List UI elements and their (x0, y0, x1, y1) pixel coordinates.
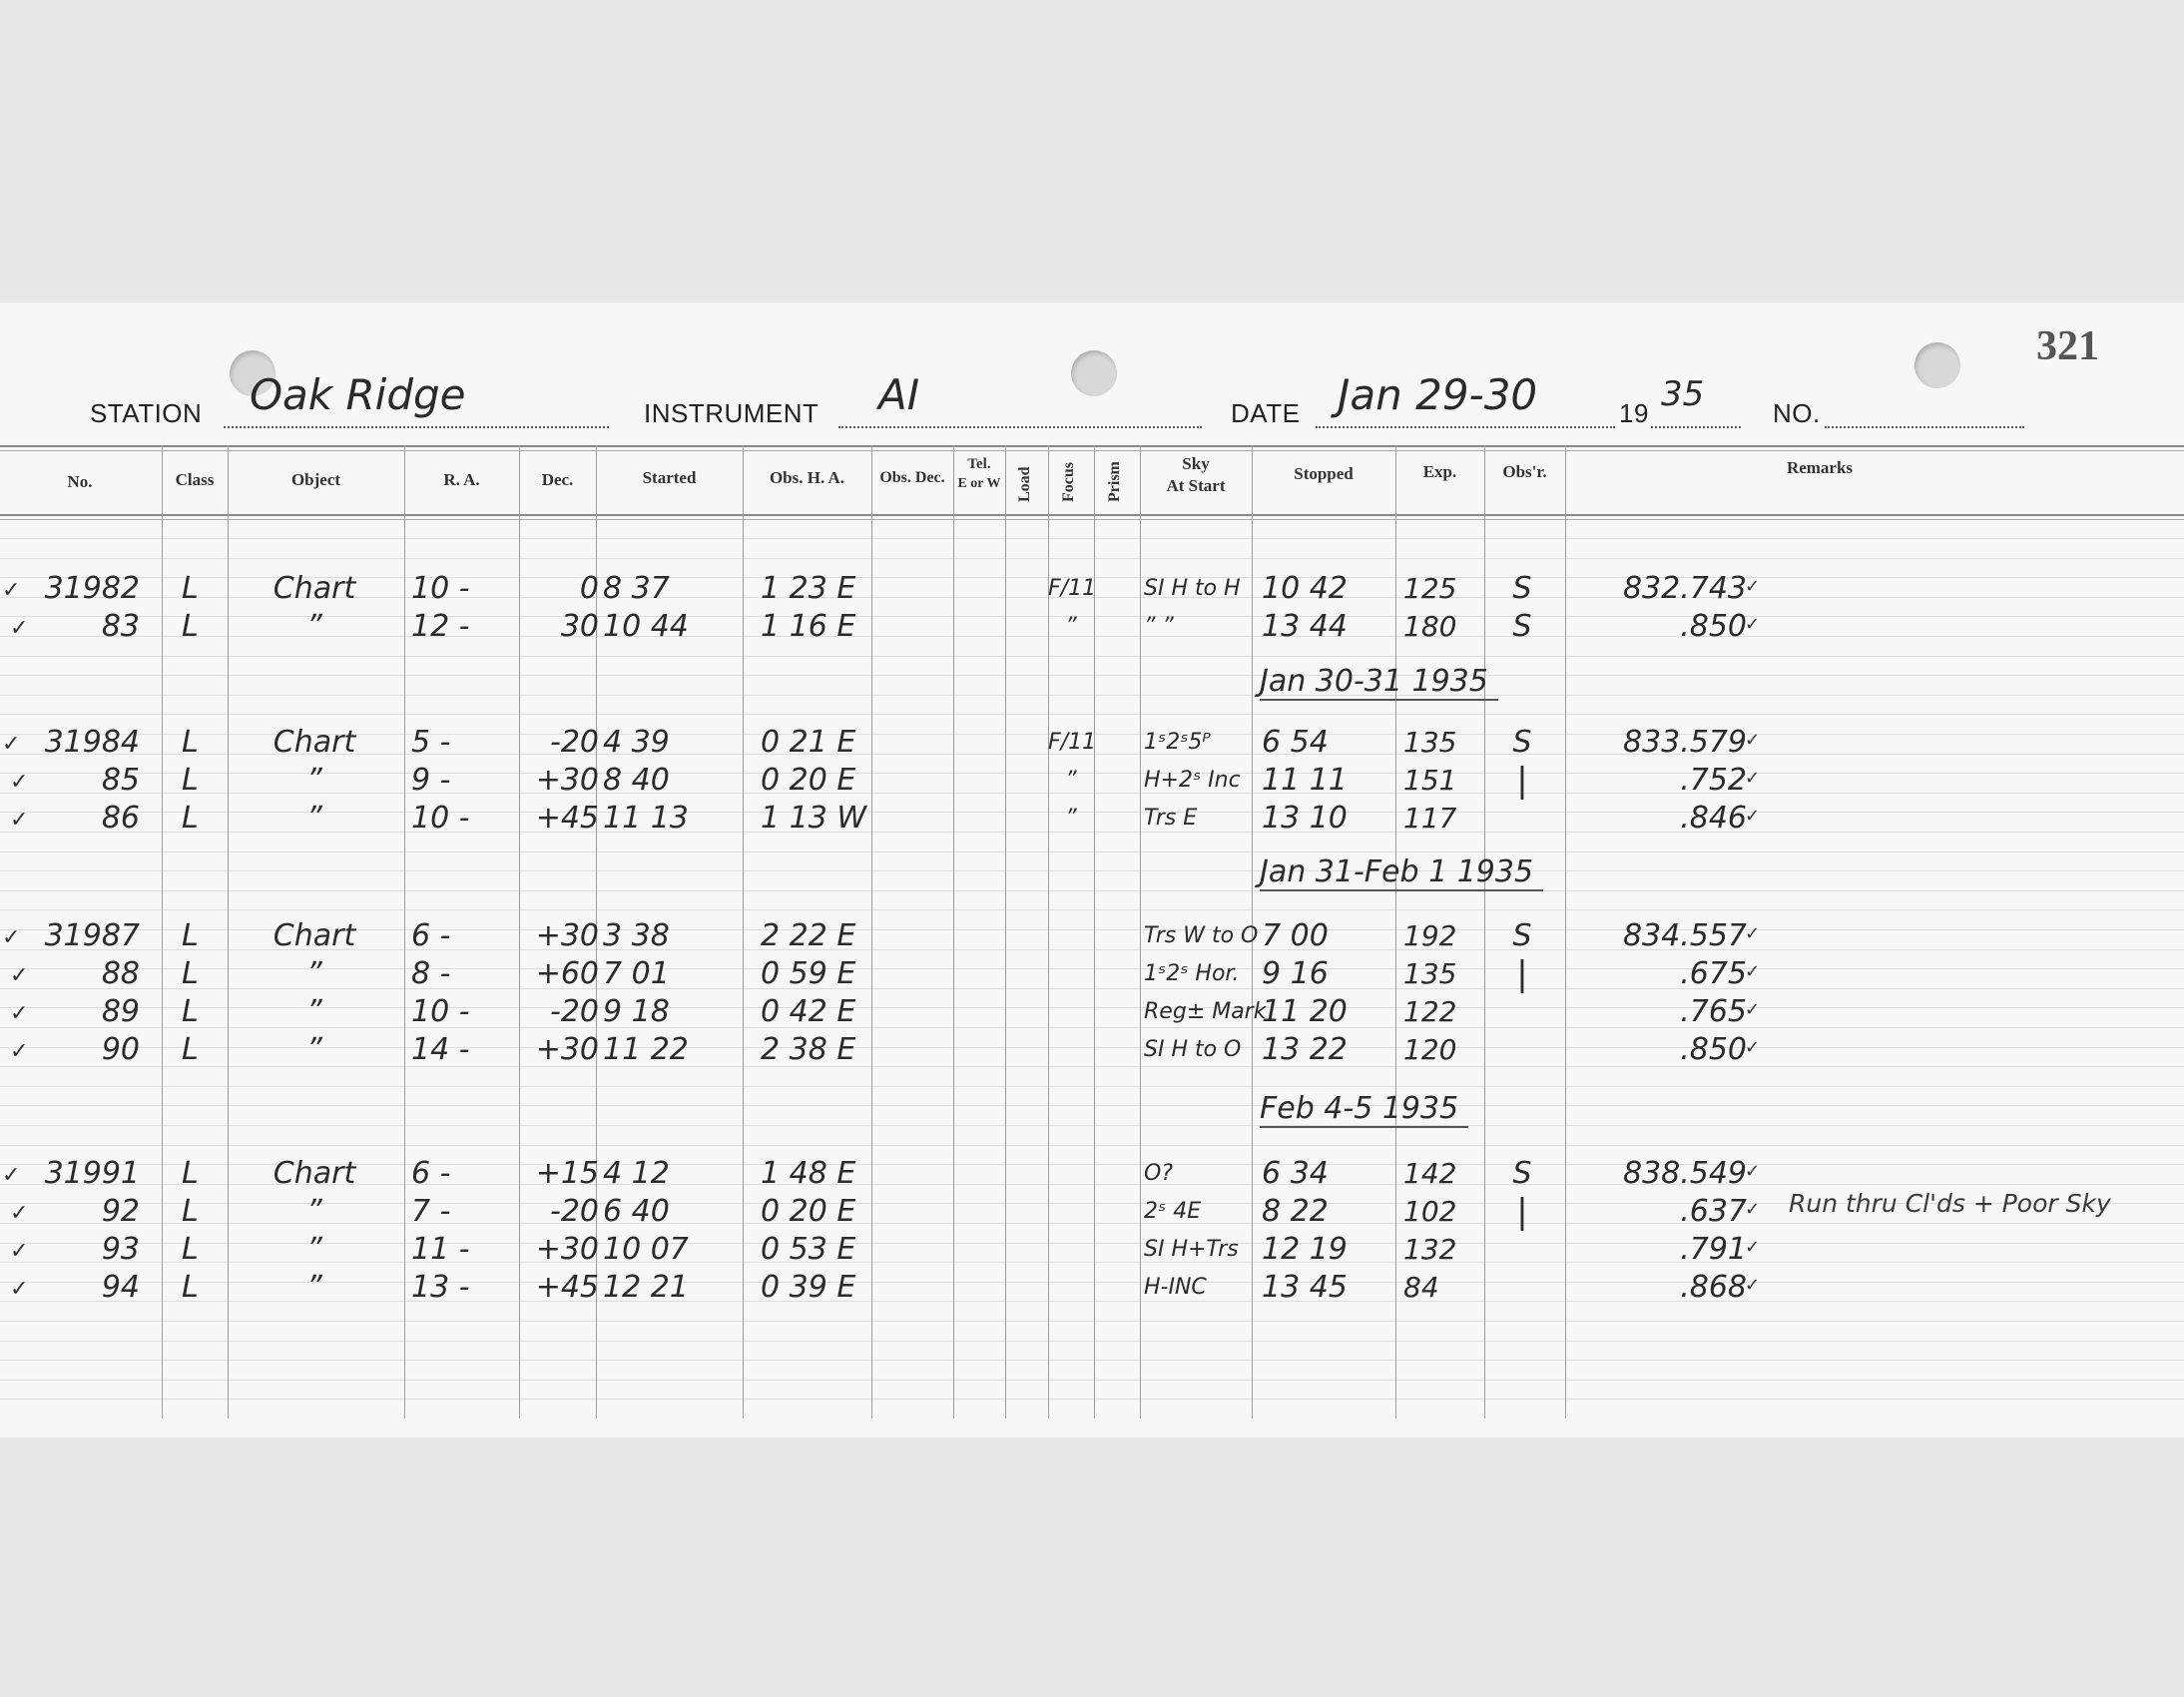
check-mark-icon: ✓ (1745, 768, 1761, 789)
check-mark-icon: ✓ (1745, 1161, 1761, 1182)
cell-sky: 1ˢ2ˢ Hor. (1144, 961, 1240, 986)
cell-ra: 12 - (411, 609, 470, 644)
cell-no: 88 (101, 956, 140, 991)
cell-no: 31984 (44, 725, 140, 760)
date-heading: Jan 30-31 1935 (1260, 664, 1498, 701)
cell-remark: .846 (1680, 801, 1747, 836)
check-mark-icon: ✓ (2, 1163, 21, 1188)
cell-sky: ” ” (1144, 614, 1174, 639)
cell-obs-ha: 1 23 E (761, 571, 856, 606)
cell-sky: Reg± Mark (1144, 999, 1267, 1024)
cell-started: 6 40 (603, 1194, 670, 1229)
col-divider (1140, 445, 1141, 1418)
cell-no: 83 (101, 609, 140, 644)
cell-sky: Trs E (1144, 806, 1198, 831)
cell-started: 4 39 (603, 725, 670, 760)
check-mark-icon: ✓ (10, 770, 29, 795)
cell-sky: H+2ˢ Inc (1144, 768, 1241, 793)
cell-focus: F/11 (1048, 730, 1097, 755)
col-tel-eorw: E or W (957, 476, 1001, 491)
cell-object: ” (306, 956, 322, 991)
cell-ra: 10 - (411, 571, 470, 606)
cell-remark: .850 (1680, 1032, 1747, 1067)
cell-stopped: 6 54 (1262, 725, 1329, 760)
year-suffix: 35 (1661, 374, 1705, 414)
cell-stopped: 13 22 (1262, 1032, 1348, 1067)
station-label: STATION (90, 398, 203, 428)
col-obsr: Obs'r. (1502, 462, 1547, 481)
cell-object: Chart (273, 1156, 356, 1191)
col-divider (228, 445, 229, 1418)
cell-class: L (182, 725, 199, 760)
cell-ra: 7 - (411, 1194, 451, 1229)
cell-obs-ha: 0 21 E (761, 725, 856, 760)
cell-stopped: 11 20 (1262, 994, 1348, 1029)
cell-dec: -20 (550, 725, 599, 760)
rule-top-2 (0, 450, 2184, 451)
cell-object: ” (306, 1232, 322, 1267)
date-label: DATE (1231, 398, 1301, 428)
check-mark-icon: ✓ (1745, 614, 1761, 635)
cell-started: 8 37 (603, 571, 670, 606)
cell-obsr: | (1516, 761, 1528, 801)
cell-remark: .765 (1680, 994, 1747, 1029)
cell-stopped: 9 16 (1262, 956, 1329, 991)
cell-object: ” (306, 609, 322, 644)
cell-no: 85 (101, 763, 140, 798)
cell-class: L (182, 918, 199, 953)
cell-obs-ha: 0 20 E (761, 763, 856, 798)
cell-obs-ha: 0 39 E (761, 1270, 856, 1305)
cell-exp: 117 (1403, 802, 1457, 835)
cell-class: L (182, 1156, 199, 1191)
cell-class: L (182, 571, 199, 606)
cell-obs-ha: 2 38 E (761, 1032, 856, 1067)
check-mark-icon: ✓ (1745, 961, 1761, 982)
cell-dec: +30 (535, 1032, 599, 1067)
cell-started: 10 07 (603, 1232, 689, 1267)
cell-stopped: 12 19 (1262, 1232, 1348, 1267)
cell-ra: 8 - (411, 956, 451, 991)
col-focus: Focus (1060, 462, 1077, 502)
cell-obs-ha: 1 48 E (761, 1156, 856, 1191)
cell-started: 7 01 (603, 956, 670, 991)
cell-class: L (182, 1270, 199, 1305)
cell-object: ” (306, 1032, 322, 1067)
cell-obsr: | (1516, 1192, 1528, 1232)
col-divider (1565, 445, 1566, 1418)
cell-remark: .868 (1680, 1270, 1747, 1305)
check-mark-icon: ✓ (1745, 999, 1761, 1020)
check-mark-icon: ✓ (2, 732, 21, 757)
col-obs-ha: Obs. H. A. (769, 468, 845, 487)
cell-obs-ha: 0 20 E (761, 1194, 856, 1229)
cell-ra: 14 - (411, 1032, 470, 1067)
cell-remark: .675 (1680, 956, 1747, 991)
cell-ra: 9 - (411, 763, 451, 798)
cell-dec: +30 (535, 1232, 599, 1267)
instrument-label: INSTRUMENT (644, 398, 819, 428)
station-value: Oak Ridge (250, 370, 466, 419)
cell-exp: 122 (1403, 995, 1457, 1028)
check-mark-icon: ✓ (10, 616, 29, 641)
cell-started: 9 18 (603, 994, 670, 1029)
cell-stopped: 13 44 (1262, 609, 1348, 644)
cell-started: 11 22 (603, 1032, 689, 1067)
cell-remark: 833.579 (1622, 725, 1747, 760)
cell-obs-ha: 0 42 E (761, 994, 856, 1029)
col-divider (1395, 445, 1396, 1418)
cell-object: ” (306, 1270, 322, 1305)
check-mark-icon: ✓ (10, 1039, 29, 1064)
cell-remark: .752 (1680, 763, 1747, 798)
ruled-line (0, 695, 2184, 696)
cell-obsr: S (1512, 918, 1532, 953)
cell-object: Chart (273, 725, 356, 760)
cell-sky: SI H to O (1144, 1037, 1242, 1062)
cell-obs-ha: 0 59 E (761, 956, 856, 991)
cell-dec: +30 (535, 763, 599, 798)
cell-obsr: | (1516, 954, 1528, 994)
cell-remark: 834.557 (1622, 918, 1747, 953)
check-mark-icon: ✓ (10, 808, 29, 833)
cell-class: L (182, 801, 199, 836)
cell-object: ” (306, 994, 322, 1029)
col-divider (871, 445, 872, 1418)
check-mark-icon: ✓ (2, 578, 21, 603)
ruled-line (0, 870, 2184, 871)
cell-remark: 832.743 (1622, 571, 1747, 606)
log-sheet (0, 302, 2184, 1437)
cell-stopped: 6 34 (1262, 1156, 1329, 1191)
cell-no: 92 (101, 1194, 140, 1229)
cell-object: Chart (273, 918, 356, 953)
cell-no: 31982 (44, 571, 140, 606)
ruled-line (0, 1341, 2184, 1342)
check-mark-icon: ✓ (2, 925, 21, 950)
cell-dec: +30 (535, 918, 599, 953)
check-mark-icon: ✓ (1745, 576, 1761, 597)
ruled-line (0, 1145, 2184, 1146)
cell-ra: 10 - (411, 801, 470, 836)
col-load: Load (1016, 466, 1033, 502)
cell-stopped: 11 11 (1262, 763, 1348, 798)
cell-obs-ha: 2 22 E (761, 918, 856, 953)
punch-hole-center (1071, 350, 1117, 396)
check-mark-icon: ✓ (10, 1277, 29, 1302)
col-started: Started (642, 468, 697, 487)
date-value: Jan 29-30 (1338, 370, 1538, 419)
cell-class: L (182, 609, 199, 644)
col-object: Object (290, 470, 341, 489)
col-divider (1484, 445, 1485, 1418)
col-divider (743, 445, 744, 1418)
cell-sky: O? (1144, 1161, 1173, 1186)
col-tel: Tel. (967, 456, 991, 472)
cell-exp: 192 (1403, 919, 1457, 952)
cell-no: 90 (101, 1032, 140, 1067)
cell-exp: 120 (1403, 1033, 1457, 1066)
col-stopped: Stopped (1294, 464, 1354, 483)
cell-obsr: S (1512, 1156, 1532, 1191)
check-mark-icon: ✓ (1745, 1037, 1761, 1058)
ruled-line (0, 538, 2184, 539)
cell-exp: 135 (1403, 726, 1457, 759)
col-divider (1005, 445, 1006, 1418)
cell-no: 94 (101, 1270, 140, 1305)
col-dec: Dec. (541, 470, 574, 489)
check-mark-icon: ✓ (10, 1201, 29, 1226)
ruled-line (0, 1360, 2184, 1361)
cell-focus: ” (1065, 806, 1077, 831)
cell-class: L (182, 956, 199, 991)
cell-stopped: 13 45 (1262, 1270, 1348, 1305)
cell-started: 10 44 (603, 609, 689, 644)
cell-dec: 30 (560, 609, 599, 644)
cell-no: 31991 (44, 1156, 140, 1191)
check-mark-icon: ✓ (10, 963, 29, 988)
ruled-line (0, 1380, 2184, 1381)
col-divider (953, 445, 954, 1418)
col-ra: R. A. (443, 470, 480, 489)
cell-stopped: 7 00 (1262, 918, 1329, 953)
cell-dec: -20 (550, 1194, 599, 1229)
check-mark-icon: ✓ (1745, 1237, 1761, 1258)
cell-obsr: S (1512, 571, 1532, 606)
date-heading: Jan 31-Feb 1 1935 (1260, 854, 1543, 891)
cell-obsr: S (1512, 725, 1532, 760)
check-mark-icon: ✓ (10, 1239, 29, 1264)
cell-exp: 151 (1403, 764, 1457, 797)
cell-no: 31987 (44, 918, 140, 953)
cell-started: 12 21 (603, 1270, 689, 1305)
cell-ra: 6 - (411, 1156, 451, 1191)
cell-obsr: S (1512, 609, 1532, 644)
ruled-line (0, 675, 2184, 676)
cell-stopped: 13 10 (1262, 801, 1348, 836)
cell-stopped: 8 22 (1262, 1194, 1329, 1229)
cell-no: 89 (101, 994, 140, 1029)
cell-focus: ” (1065, 768, 1077, 793)
check-mark-icon: ✓ (1745, 1275, 1761, 1296)
cell-ra: 5 - (411, 725, 451, 760)
cell-started: 8 40 (603, 763, 670, 798)
check-mark-icon: ✓ (1745, 730, 1761, 751)
cell-dec: +45 (535, 801, 599, 836)
instrument-value: AI (878, 370, 920, 419)
col-divider (162, 445, 163, 1418)
cell-dec: +60 (535, 956, 599, 991)
cell-obs-ha: 1 16 E (761, 609, 856, 644)
col-remarks: Remarks (1786, 458, 1854, 477)
col-exp: Exp. (1422, 462, 1457, 481)
cell-no: 93 (101, 1232, 140, 1267)
cell-class: L (182, 1232, 199, 1267)
ruled-line (0, 851, 2184, 852)
cell-sky: Trs W to O (1144, 923, 1259, 948)
col-sky-start: At Start (1166, 476, 1226, 495)
cell-sky: SI H+Trs (1144, 1237, 1239, 1262)
ruled-line (0, 714, 2184, 715)
cell-remark: .850 (1680, 609, 1747, 644)
cell-exp: 102 (1403, 1195, 1457, 1228)
col-class: Class (175, 470, 215, 489)
cell-object: ” (306, 1194, 322, 1229)
cell-exp: 132 (1403, 1233, 1457, 1266)
cell-started: 4 12 (603, 1156, 670, 1191)
cell-remark: .791 (1680, 1232, 1747, 1267)
remark-note: Run thru Cl'ds + Poor Sky (1789, 1189, 2111, 1218)
ruled-line (0, 1086, 2184, 1087)
cell-object: Chart (273, 571, 356, 606)
cell-ra: 10 - (411, 994, 470, 1029)
cell-class: L (182, 1032, 199, 1067)
cell-focus: F/11 (1048, 576, 1097, 601)
year-prefix: 19 (1619, 398, 1649, 428)
cell-no: 86 (101, 801, 140, 836)
cell-remark: 838.549 (1622, 1156, 1747, 1191)
cell-class: L (182, 763, 199, 798)
ruled-line (0, 1321, 2184, 1322)
cell-remark: .637 (1680, 1194, 1747, 1229)
ruled-line (0, 1125, 2184, 1126)
rule-head-bottom (0, 514, 2184, 516)
cell-class: L (182, 994, 199, 1029)
cell-sky: H-INC (1144, 1275, 1207, 1300)
check-mark-icon: ✓ (1745, 806, 1761, 827)
cell-obs-ha: 0 53 E (761, 1232, 856, 1267)
ruled-line (0, 890, 2184, 891)
cell-dec: 0 (579, 571, 599, 606)
col-sky: Sky (1182, 454, 1210, 473)
cell-object: ” (306, 801, 322, 836)
col-divider (404, 445, 405, 1418)
cell-ra: 11 - (411, 1232, 470, 1267)
cell-started: 11 13 (603, 801, 689, 836)
no-label: NO. (1773, 398, 1821, 428)
cell-sky: 1ˢ2ˢ5ᴾ (1144, 730, 1211, 755)
no-line (1825, 406, 2024, 428)
cell-sky: 2ˢ 4E (1144, 1199, 1202, 1224)
check-mark-icon: ✓ (10, 1001, 29, 1026)
cell-ra: 13 - (411, 1270, 470, 1305)
cell-dec: +15 (535, 1156, 599, 1191)
cell-sky: SI H to H (1144, 576, 1241, 601)
rule-head-bottom-2 (0, 519, 2184, 520)
ruled-line (0, 656, 2184, 657)
col-prism: Prism (1106, 461, 1123, 502)
date-heading: Feb 4-5 1935 (1260, 1091, 1468, 1128)
ruled-line (0, 558, 2184, 559)
cell-object: ” (306, 763, 322, 798)
page-number: 321 (2036, 323, 2099, 369)
cell-ra: 6 - (411, 918, 451, 953)
cell-dec: -20 (550, 994, 599, 1029)
col-obs-dec: Obs. Dec. (879, 469, 945, 486)
cell-exp: 135 (1403, 957, 1457, 990)
rule-top (0, 445, 2184, 447)
check-mark-icon: ✓ (1745, 923, 1761, 944)
cell-focus: ” (1065, 614, 1077, 639)
cell-obs-ha: 1 13 W (761, 801, 866, 836)
ruled-line (0, 1399, 2184, 1400)
cell-class: L (182, 1194, 199, 1229)
col-no: No. (67, 472, 93, 491)
cell-exp: 125 (1403, 572, 1457, 605)
cell-started: 3 38 (603, 918, 670, 953)
punch-hole-right (1914, 342, 1960, 388)
cell-exp: 84 (1403, 1271, 1439, 1304)
cell-exp: 180 (1403, 610, 1457, 643)
check-mark-icon: ✓ (1745, 1199, 1761, 1220)
cell-dec: +45 (535, 1270, 599, 1305)
ruled-line (0, 1105, 2184, 1106)
ruled-line (0, 909, 2184, 910)
cell-stopped: 10 42 (1262, 571, 1348, 606)
cell-exp: 142 (1403, 1157, 1457, 1190)
